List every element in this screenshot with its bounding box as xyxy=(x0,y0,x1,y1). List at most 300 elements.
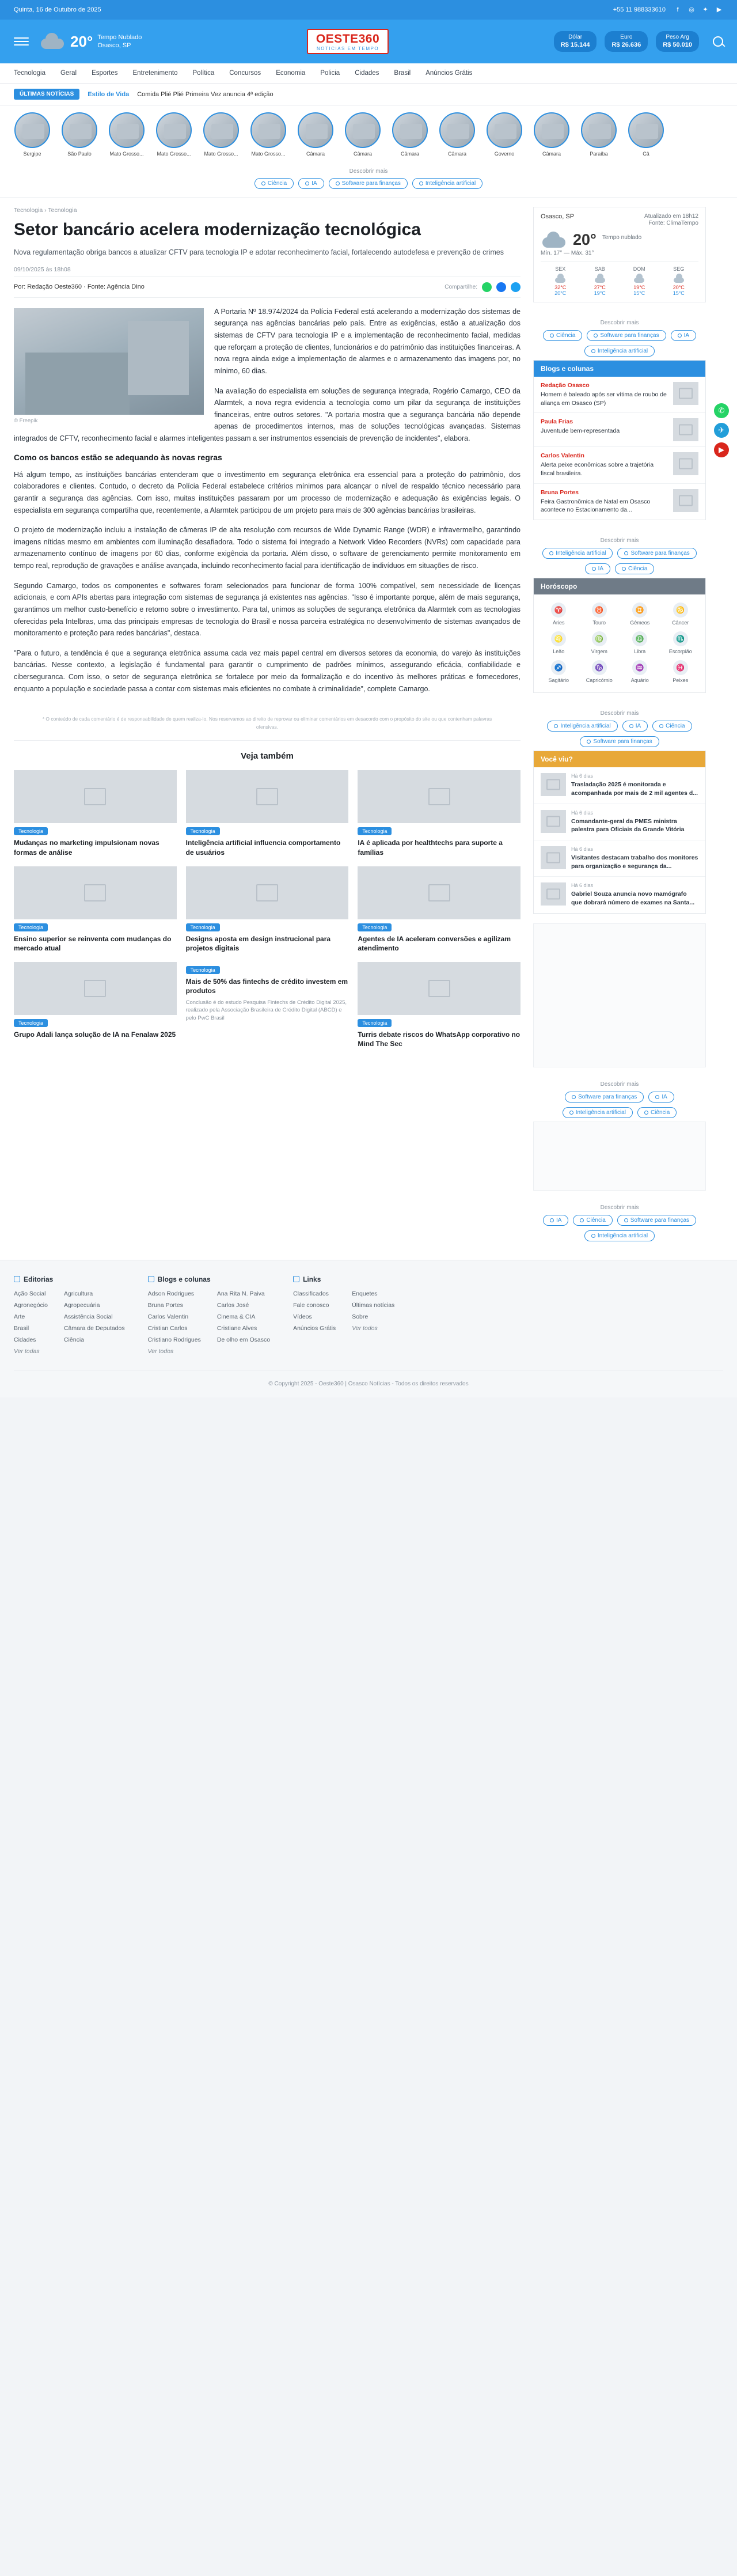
article-body xyxy=(14,306,521,737)
horoscope-sign[interactable] xyxy=(540,631,578,654)
ticker-category[interactable]: Estilo de Vida xyxy=(88,90,130,98)
discover-chip-software[interactable] xyxy=(329,178,408,189)
forecast-day xyxy=(620,266,659,296)
weather-temperature: 20° xyxy=(573,231,597,248)
breadcrumb-item-2[interactable]: Tecnologia xyxy=(48,207,77,214)
discover-chip[interactable] xyxy=(580,736,659,747)
site-footer xyxy=(0,1260,737,1397)
chip-label: Ciência xyxy=(556,332,576,339)
story-item[interactable] xyxy=(105,112,149,157)
footer-heading xyxy=(293,1275,394,1283)
chip-dot-icon xyxy=(419,181,423,185)
search-icon[interactable] xyxy=(713,36,723,47)
footer-link[interactable]: Assistência Social xyxy=(63,1313,113,1320)
weather-widget xyxy=(533,207,706,302)
footer-link[interactable]: Agricultura xyxy=(63,1290,93,1297)
chip-label: IA xyxy=(556,1217,562,1223)
chip-dot-icon xyxy=(591,349,595,353)
footer-link[interactable]: Enquetes xyxy=(352,1290,378,1297)
phone-number[interactable]: +55 11 988333610 xyxy=(613,6,666,13)
youtube-icon[interactable]: ▶ xyxy=(716,6,722,13)
item-title: Visitantes destacam trabalho dos monitores para organização e segurança da... xyxy=(571,854,698,870)
capricorn-icon: ♑ xyxy=(592,660,607,675)
leo-icon: ♌ xyxy=(551,631,566,646)
header-temperature: 20° xyxy=(70,32,93,50)
discover-chip[interactable] xyxy=(547,721,617,732)
cloud-icon xyxy=(594,274,606,283)
card-thumbnail xyxy=(14,866,177,919)
voce-viu-item[interactable] xyxy=(534,804,705,840)
article-byline: Por: Redação Oeste360 · Fonte: Agência Dino Compartilhe: xyxy=(14,276,521,298)
story-item[interactable] xyxy=(624,112,668,157)
chip-label: IA xyxy=(311,180,317,187)
discover-chip[interactable] xyxy=(585,563,610,574)
article-subheading: Como os bancos estão se adequando às novas regras xyxy=(14,452,222,462)
story-item[interactable] xyxy=(199,112,243,157)
horoscope-widget xyxy=(533,578,706,693)
item-thumbnail xyxy=(541,882,566,906)
nav-item-geral[interactable]: Geral xyxy=(60,70,77,77)
story-thumbnail xyxy=(109,112,145,148)
currency-quotes xyxy=(554,31,723,51)
article-subtitle: Nova regulamentação obriga bancos a atualizar CFTV para tecnologia IP e adotar reconhecimento facial, fortalecendo autodefesa e prevenção de crimes xyxy=(14,248,504,256)
footer-link[interactable]: De olho em Osasco xyxy=(216,1336,271,1343)
card-badge: Tecnologia xyxy=(358,1019,392,1027)
story-item[interactable] xyxy=(435,112,479,157)
card-badge: Tecnologia xyxy=(14,827,48,835)
item-thumbnail xyxy=(541,846,566,869)
chip-dot-icon xyxy=(572,1095,576,1099)
cloud-icon xyxy=(39,33,66,50)
current-date: Quinta, 16 de Outubro de 2025 xyxy=(14,6,101,13)
social-links[interactable] xyxy=(674,6,723,14)
discover-chip[interactable] xyxy=(563,1107,633,1118)
footer-list xyxy=(293,1290,336,1336)
story-item[interactable] xyxy=(58,112,101,157)
discover-block-3 xyxy=(533,702,706,751)
discover-chip-ia[interactable] xyxy=(298,178,324,189)
twitter-icon[interactable]: ✦ xyxy=(702,6,708,13)
related-card[interactable] xyxy=(14,866,177,953)
footer-link[interactable]: Cristian Carlos xyxy=(147,1324,188,1332)
youtube-icon[interactable]: ▶ xyxy=(714,442,729,457)
sidebar xyxy=(533,207,706,1245)
discover-chip[interactable] xyxy=(652,721,692,732)
main-nav xyxy=(0,63,737,84)
sign-label: Escorpião xyxy=(668,649,692,655)
footer-link[interactable]: Anúncios Grátis xyxy=(293,1324,336,1332)
page-title: Setor bancário acelera modernização tecnológica xyxy=(14,220,421,239)
related-card[interactable] xyxy=(14,962,177,1048)
footer-link[interactable]: Ciência xyxy=(63,1336,84,1343)
sign-label: Capricórnio xyxy=(586,677,613,684)
footer-link-see-all[interactable]: Ver todos xyxy=(147,1347,174,1355)
related-card[interactable] xyxy=(358,962,521,1048)
related-card[interactable] xyxy=(186,770,349,857)
discover-chips xyxy=(533,1092,706,1118)
discover-label: Descobrir mais xyxy=(600,1204,639,1211)
blogs-heading: Blogs e colunas xyxy=(534,361,705,377)
horoscope-sign[interactable] xyxy=(621,603,659,626)
chip-label: Inteligência artificial xyxy=(597,348,648,354)
facebook-icon[interactable]: f xyxy=(677,6,679,13)
sign-label: Peixes xyxy=(673,677,689,684)
logo-wrapper[interactable] xyxy=(152,29,543,54)
footer-column-links xyxy=(293,1275,394,1359)
story-thumbnail xyxy=(628,112,664,148)
chip-label: IA xyxy=(662,1093,667,1100)
scorpio-icon: ♏ xyxy=(673,631,688,646)
story-thumbnail xyxy=(203,112,239,148)
story-thumbnail xyxy=(250,112,286,148)
chip-dot-icon xyxy=(655,1095,659,1099)
quote-dolar-value: R$ 15.144 xyxy=(560,41,590,49)
article-paragraph: A Portaria Nº 18.974/2024 da Polícia Federal está acelerando a modernização dos sistemas de segurança nas agências bancárias pelo país. Entre as exigências, estão a atualização dos sistemas de CFTV para tecnologia IP e a implementação de reconhecimento facial, medidas que reforçam a proteção de clientes, funcionários e do patrimônio das instituições financeiras. A nova regra ainda exige a implementação de alarmes e o armazenamento das imagens por, no mínimo, 60 dias. xyxy=(214,307,521,375)
blog-author: Redação Osasco xyxy=(541,382,590,389)
quote-euro-label: Euro xyxy=(620,34,633,41)
horoscope-sign[interactable] xyxy=(662,660,700,683)
blog-thumbnail xyxy=(673,489,698,512)
quote-peso-label: Peso Arg xyxy=(666,34,689,41)
nav-item-economia[interactable]: Economia xyxy=(276,70,306,77)
nav-item-policia[interactable]: Policia xyxy=(320,70,340,77)
footer-link[interactable]: Arte xyxy=(14,1313,25,1320)
chip-dot-icon xyxy=(569,1111,573,1115)
discover-chip[interactable] xyxy=(622,721,648,732)
horoscope-sign[interactable] xyxy=(580,660,619,683)
footer-heading xyxy=(14,1275,125,1283)
blog-item[interactable] xyxy=(534,377,705,413)
footer-link[interactable]: Últimas notícias xyxy=(352,1301,395,1309)
discover-bar-top xyxy=(0,162,737,198)
story-item[interactable] xyxy=(388,112,432,157)
blog-title: Juventude bem-representada xyxy=(541,427,620,435)
related-articles-section xyxy=(14,740,521,1048)
horoscope-sign[interactable] xyxy=(662,631,700,654)
horoscope-sign[interactable] xyxy=(662,603,700,626)
discover-chip[interactable] xyxy=(565,1092,644,1103)
article-paragraph: Há algum tempo, as instituições bancárias entenderam que o investimento em segurança eletrônica era essencial para a proteção do patrimônio, dos colaboradores e clientes. Contudo, o decreto da Polícia Federal estabelece critérios mínimos para alcançar o nível de respaldo técnico necessário para garantir a segurança das agências. Com isso, muitas instituições passaram por um processo de modernização e adequação às exigências legais. O especialista em segurança compartilha que, recentemente, a Alarmtek participou de um projeto para mais de 300 agências bancárias brasileiras. xyxy=(14,470,521,514)
story-item[interactable] xyxy=(10,112,54,157)
discover-chips xyxy=(533,548,706,574)
story-item[interactable] xyxy=(577,112,621,157)
breadcrumb-item-1[interactable]: Tecnologia xyxy=(14,207,43,214)
nav-item-esportes[interactable]: Esportes xyxy=(92,70,118,77)
sagittarius-icon: ♐ xyxy=(551,660,566,675)
weather-source: Fonte: ClimaTempo xyxy=(648,220,698,226)
voce-viu-item[interactable] xyxy=(534,877,705,913)
discover-label: Descobrir mais xyxy=(600,537,639,544)
card-title: Mudanças no marketing impulsionam novas formas de análise xyxy=(14,839,159,857)
discover-chip[interactable] xyxy=(637,1107,677,1118)
footer-link[interactable]: Classificados xyxy=(293,1290,329,1297)
footer-link[interactable]: Ana Rita N. Paiva xyxy=(216,1290,265,1297)
card-thumbnail xyxy=(358,866,521,919)
horoscope-sign[interactable] xyxy=(540,603,578,626)
related-card[interactable] xyxy=(186,866,349,953)
related-card[interactable] xyxy=(14,770,177,857)
blog-item[interactable] xyxy=(534,413,705,447)
forecast-day xyxy=(541,266,580,296)
card-title: Grupo Adali lança solução de IA na Fenalaw 2025 xyxy=(14,1031,176,1039)
article-figure xyxy=(14,308,204,424)
footer-link[interactable]: Bruna Portes xyxy=(147,1301,183,1309)
footer-link[interactable]: Ação Social xyxy=(14,1290,46,1297)
virgo-icon: ♍ xyxy=(592,631,607,646)
weather-forecast xyxy=(541,261,698,296)
nav-item-entretenimento[interactable]: Entretenimento xyxy=(132,70,178,77)
chip-dot-icon xyxy=(594,334,598,338)
content-layout xyxy=(0,198,737,1245)
story-item[interactable] xyxy=(246,112,290,157)
story-label: Câ xyxy=(643,151,649,157)
voce-viu-item[interactable] xyxy=(534,767,705,804)
comment-disclaimer: * O conteúdo de cada comentário é de responsabilidade de quem realiza-lo. Nos reservamos ao direito de reprovar ou eliminar comentários em desacordo com o propósito do site ou que contenham palavras ofensivas. xyxy=(42,716,492,730)
nav-item-anuncios[interactable]: Anúncios Grátis xyxy=(426,70,473,77)
discover-block-4 xyxy=(533,1073,706,1122)
article-paragraph: Segundo Camargo, todos os componentes e softwares foram selecionados para funcionar de forma 100% compatível, sem necessidade de licenças adicionais, e com APIs abertas para integração com sistemas de segurança já existentes nas agências. "Isso é importante porque, além de mais segurança, garantimos um melhor custo-benefício e retorno sobre o investimento. Para tal, unimos as soluções de segurança eletrônica da Alarmtek com as tecnologias oferecidas pela Intelbras, uma das principais empresas de tecnologia do Brasil e nossa parceira estratégica no desenvolvimento de sistemas avançados de monitoramento e proteção para redes bancárias", destaca. xyxy=(14,581,521,638)
chip-dot-icon xyxy=(659,724,663,728)
card-subtitle: Conclusão é do estudo Pesquisa Fintechs de Crédito Digital 2025, realizado pela Associação Brasileira de Crédito Digital (ABCD) e pelo PwC Brasil xyxy=(185,999,347,1022)
forecast-day-label: DOM xyxy=(633,266,645,272)
share-group xyxy=(445,282,521,292)
story-item[interactable] xyxy=(530,112,573,157)
footer-link[interactable]: Carlos José xyxy=(216,1301,249,1309)
horoscope-sign[interactable] xyxy=(621,631,659,654)
whatsapp-share-icon[interactable] xyxy=(482,282,492,292)
forecast-day xyxy=(659,266,699,296)
discover-chip[interactable] xyxy=(584,346,655,357)
footer-link[interactable]: Fale conosco xyxy=(293,1301,329,1309)
discover-chip[interactable] xyxy=(617,1215,696,1226)
footer-list xyxy=(14,1290,48,1359)
horoscope-sign[interactable] xyxy=(580,631,619,654)
chip-dot-icon xyxy=(336,181,340,185)
nav-item-politica[interactable]: Política xyxy=(192,70,215,77)
story-item[interactable] xyxy=(483,112,526,157)
discover-chip-ciencia[interactable] xyxy=(254,178,294,189)
chip-label: Ciência xyxy=(586,1217,606,1223)
aries-icon: ♈ xyxy=(551,603,566,618)
blogs-widget xyxy=(533,360,706,520)
breadcrumb xyxy=(14,207,521,214)
footer-link[interactable]: Vídeos xyxy=(293,1313,312,1320)
cloud-icon xyxy=(541,232,567,249)
footer-link-see-all[interactable]: Ver todas xyxy=(14,1347,40,1355)
chip-dot-icon xyxy=(550,1218,554,1222)
sign-label: Gêmeos xyxy=(630,620,650,626)
footer-link[interactable]: Agronegócio xyxy=(14,1301,48,1309)
story-thumbnail xyxy=(534,112,569,148)
blog-author: Paula Frias xyxy=(541,418,573,426)
forecast-min: 19°C xyxy=(594,290,606,296)
discover-chip[interactable] xyxy=(671,330,696,341)
card-thumbnail xyxy=(186,866,349,919)
nav-item-concursos[interactable]: Concursos xyxy=(229,70,261,77)
discover-chip[interactable] xyxy=(543,330,582,341)
twitter-share-icon[interactable] xyxy=(511,282,521,292)
blog-thumbnail xyxy=(673,452,698,475)
copyright: © Copyright 2025 - Oeste360 | Osasco Notícias - Todos os direitos reservados xyxy=(14,1370,723,1392)
chip-dot-icon xyxy=(587,740,591,744)
blog-title: Feira Gastronômica de Natal em Osasco acontece no Estacionamento da... xyxy=(541,498,651,514)
card-title: Ensino superior se reinventa com mudanças do mercado atual xyxy=(14,934,172,952)
quote-euro xyxy=(605,31,648,51)
item-title: Trasladação 2025 é monitorada e acompanhada por mais de 2 mil agentes d... xyxy=(571,781,698,797)
story-item[interactable] xyxy=(341,112,385,157)
discover-chip[interactable] xyxy=(573,1215,612,1226)
discover-chip[interactable] xyxy=(584,1230,655,1241)
article-paragraph: O projeto de modernização incluiu a instalação de câmeras IP de alta resolução com recursos de Wide Dynamic Range (WDR) e infravermelho, garantindo imagens nítidas mesmo em ambientes com iluminação desafiadora. Todo o sistema foi integrado a Network Video Recorders (NVRs) com capacidade para armazenamento contínuo de imagens por 60 dias, conforme exigência da portaria. Além disso, o software de gerenciamento permite monitoramento em tempo real, reprodução de gravações e análise avançada, incluindo reconhecimento facial para identificação de indivíduos em situações de risco. xyxy=(14,526,521,570)
weather-widget-top xyxy=(541,213,698,220)
forecast-max: 32°C xyxy=(554,285,567,290)
item-time: Há 6 dias xyxy=(571,773,594,779)
discover-chip[interactable] xyxy=(587,330,666,341)
horoscope-sign[interactable] xyxy=(540,660,578,683)
story-thumbnail xyxy=(345,112,381,148)
footer-list xyxy=(217,1290,270,1359)
breadcrumb-separator: › xyxy=(44,207,48,214)
footer-heading-label: Links xyxy=(303,1275,321,1283)
story-thumbnail xyxy=(392,112,428,148)
footer-link[interactable]: Adson Rodrigues xyxy=(147,1290,195,1297)
blog-title: Homem é baleado após ser vítima de roubo de aliança em Osasco (SP) xyxy=(541,391,667,407)
footer-heading xyxy=(148,1275,270,1283)
discover-chips xyxy=(0,178,737,189)
voce-viu-widget xyxy=(533,751,706,914)
taurus-icon: ♉ xyxy=(592,603,607,618)
discover-chip[interactable] xyxy=(648,1092,674,1103)
discover-block-5 xyxy=(533,1196,706,1245)
story-label: Câmara xyxy=(542,151,561,157)
footer-link[interactable]: Sobre xyxy=(352,1313,368,1320)
card-title: Agentes de IA aceleram conversões e agilizam atendimento xyxy=(358,934,511,952)
story-item[interactable] xyxy=(152,112,196,157)
blog-thumbnail xyxy=(673,418,698,441)
discover-chip[interactable] xyxy=(615,563,654,574)
footer-link[interactable]: Câmara de Deputados xyxy=(63,1324,125,1332)
card-title: Turris debate riscos do WhatsApp corporativo no Mind The Sec xyxy=(358,1031,521,1048)
nav-item-brasil[interactable]: Brasil xyxy=(394,70,411,77)
cloud-icon xyxy=(673,274,685,283)
footer-heading-label: Blogs e colunas xyxy=(157,1275,211,1283)
related-card[interactable] xyxy=(186,962,349,1048)
logo-tagline: NOTICIAS EM TEMPO xyxy=(317,46,379,51)
item-thumbnail xyxy=(541,773,566,796)
story-item[interactable] xyxy=(294,112,337,157)
blog-author: Carlos Valentin xyxy=(541,452,584,460)
forecast-day xyxy=(580,266,620,296)
weather-main xyxy=(541,231,698,249)
discover-chips xyxy=(533,721,706,747)
footer-link[interactable]: Brasil xyxy=(14,1324,29,1332)
chip-dot-icon xyxy=(580,1218,584,1222)
card-thumbnail xyxy=(14,962,177,1015)
blog-item[interactable] xyxy=(534,447,705,483)
whatsapp-icon[interactable]: ✆ xyxy=(714,403,729,418)
forecast-max: 20°C xyxy=(673,285,685,290)
footer-link[interactable]: Carlos Valentin xyxy=(147,1313,189,1320)
blog-item[interactable] xyxy=(534,484,705,520)
weather-minmax: Mín. 17° — Máx. 31° xyxy=(541,250,594,256)
chip-dot-icon xyxy=(592,567,596,571)
chip-label: Inteligência artificial xyxy=(575,1109,626,1116)
voce-viu-item[interactable] xyxy=(534,840,705,877)
header-weather-condition: Tempo Nublado xyxy=(97,33,142,41)
ticker-headline[interactable]: Comida Plié Plié Primeira Vez anuncia 4ª edição xyxy=(137,90,273,98)
chip-label: Inteligência artificial xyxy=(560,723,611,730)
article-image xyxy=(14,308,204,415)
chip-dot-icon xyxy=(550,334,554,338)
card-badge: Tecnologia xyxy=(186,923,220,931)
nav-item-tecnologia[interactable]: Tecnologia xyxy=(14,70,45,77)
card-thumbnail xyxy=(358,962,521,1015)
story-label: São Paulo xyxy=(67,151,92,157)
discover-chip[interactable] xyxy=(543,1215,568,1226)
list-icon xyxy=(148,1276,154,1282)
story-label: Governo xyxy=(494,151,515,157)
horoscope-sign[interactable] xyxy=(580,603,619,626)
discover-label: Descobrir mais xyxy=(600,1081,639,1088)
story-label: Câmara xyxy=(400,151,419,157)
footer-link[interactable]: Cristiane Alves xyxy=(216,1324,257,1332)
nav-item-cidades[interactable]: Cidades xyxy=(355,70,379,77)
sign-label: Touro xyxy=(592,620,606,626)
discover-chip-inteligencia[interactable] xyxy=(412,178,483,189)
story-label: Mato Grosso... xyxy=(109,151,144,157)
related-card[interactable] xyxy=(358,866,521,953)
instagram-icon[interactable]: ◎ xyxy=(689,6,694,13)
story-label: Mato Grosso... xyxy=(251,151,286,157)
chip-dot-icon xyxy=(629,724,633,728)
footer-link-see-all[interactable]: Ver todos xyxy=(352,1324,378,1332)
image-caption: © Freepik xyxy=(14,417,38,424)
horoscope-sign[interactable] xyxy=(621,660,659,683)
chip-dot-icon xyxy=(678,334,682,338)
card-badge: Tecnologia xyxy=(358,923,392,931)
footer-link[interactable]: Cristiano Rodrigues xyxy=(147,1336,201,1343)
item-title: Gabriel Souza anuncia novo mamógrafo que dobrará número de exames na Santa... xyxy=(571,891,695,906)
related-card[interactable] xyxy=(358,770,521,857)
footer-list xyxy=(64,1290,125,1359)
sign-label: Leão xyxy=(553,649,565,655)
footer-link[interactable]: Cidades xyxy=(14,1336,36,1343)
forecast-min: 20°C xyxy=(554,290,567,296)
menu-icon[interactable] xyxy=(14,37,29,46)
discover-chip[interactable] xyxy=(542,548,613,559)
cloud-icon xyxy=(633,274,645,283)
discover-chip[interactable] xyxy=(617,548,696,559)
site-logo[interactable] xyxy=(307,29,389,54)
story-label: Mato Grosso... xyxy=(204,151,238,157)
forecast-day-label: SEX xyxy=(555,266,566,272)
facebook-share-icon[interactable] xyxy=(496,282,506,292)
horoscope-heading: Horóscopo xyxy=(534,578,705,594)
story-thumbnail xyxy=(439,112,475,148)
story-label: Paraíba xyxy=(590,151,608,157)
footer-link[interactable]: Agropecuária xyxy=(63,1301,100,1309)
quote-euro-value: R$ 26.636 xyxy=(611,41,641,49)
story-label: Câmara xyxy=(353,151,372,157)
item-time: Há 6 dias xyxy=(571,882,594,889)
story-thumbnail xyxy=(156,112,192,148)
chip-dot-icon xyxy=(261,181,265,185)
telegram-icon[interactable]: ✈ xyxy=(714,423,729,438)
card-badge: Tecnologia xyxy=(186,827,220,835)
footer-link[interactable]: Cinema & CIA xyxy=(216,1313,256,1320)
link-icon xyxy=(293,1276,299,1282)
footer-column-editorias xyxy=(14,1275,125,1359)
